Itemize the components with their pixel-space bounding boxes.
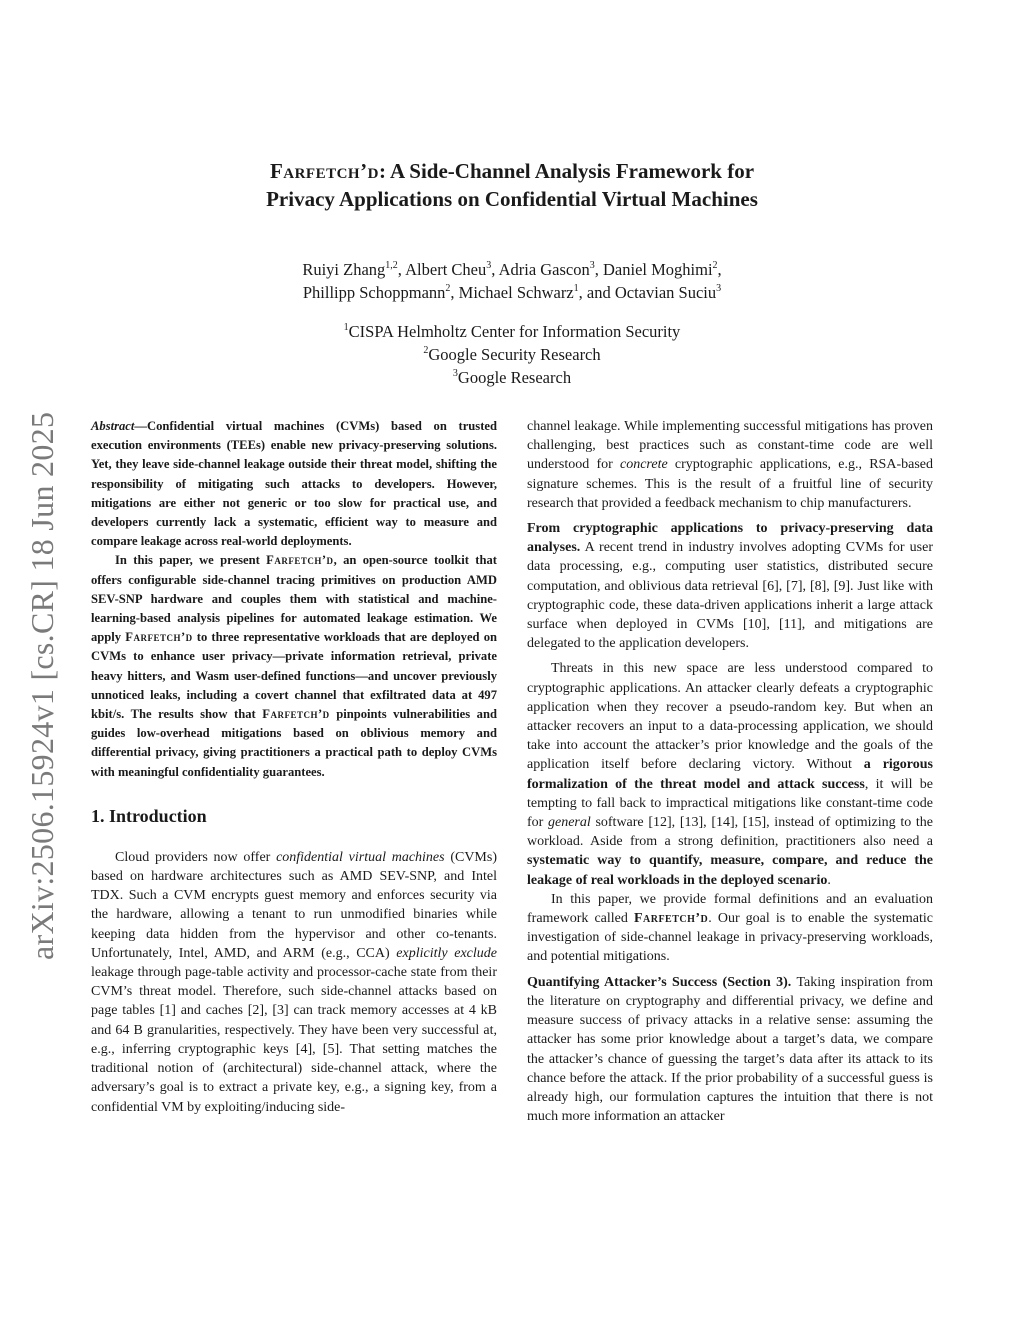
right-paragraph-1: channel leakage. While implementing successful mitigations has proven challenging, best practices such as constant-time code are well understood for concrete cryptographic applications, e.g., RSA-based signature schemes. This is the result of a fruitful line of security research that provided a feedback mechanism to chip manufacturers.: [527, 419, 933, 511]
section-heading-introduction: 1. Introduction: [91, 805, 207, 826]
title-line-1: Farfetch’d: A Side-Channel Analysis Framework for: [269, 159, 755, 183]
paragraph-heading: From cryptographic applications to privacy-preserving data analyses.: [527, 521, 933, 556]
right-column: [527, 417, 933, 1126]
right-paragraph-4: In this paper, we provide formal definitions and an evaluation framework called Farfetch’d. Our goal is to enable the systematic investigation of side-channel leakage in privacy-preserving workloads, and potential mitigations.: [527, 891, 933, 965]
abstract: [91, 417, 497, 782]
arxiv-identifier-stamp: arXiv:2506.15924v1 [cs.CR] 18 Jun 2025: [24, 411, 60, 960]
paragraph-heading: Quantifying Attacker’s Success (Section 3).: [527, 974, 792, 990]
abstract-paragraph-1: Abstract—Confidential virtual machines (CVMs) based on trusted execution environments (TEEs) enable new privacy-preserving solutions. Yet, they leave side-channel leakage outside their threat model, shifting the responsibility of mitigating such attacks to developers. However, mitigations are either not generic or too slow for practical use, and developers currently lack a systematic, efficient way to measure and compare leakage across real-world deployments.: [91, 419, 497, 549]
right-paragraph-5: Quantifying Attacker’s Success (Section 3). Taking inspiration from the literature on cryptography and differential privacy, we define and measure success of privacy attacks in a relative sense: assuming the attacker has some prior knowledge about a target’s data, we compare the attacker’s chance of guessing the target’s data after its attack to its chance before the attack. If the prior probability of a successful guess is already high, our formulation captures the intuition that there is not much more information an attacker: [527, 974, 933, 1125]
paper-title: [120, 157, 904, 213]
tool-name: Farfetch’d: [269, 159, 379, 183]
right-paragraph-2: From cryptographic applications to privacy-preserving data analyses. A recent trend in industry involves adopting CVMs for user data processing, e.g., computing user statistics, distributed secure computation, and oblivious data retrieval [6], [7], [8], [9]. Just like with cryptographic code, these data-driven applications inherit a large attack surface when deployed in CVMs [10], [11], and mitigations are delegated to the application developers.: [527, 521, 933, 652]
author-list: [140, 258, 884, 304]
abstract-label: Abstract: [91, 419, 135, 433]
tool-name: Farfetch’d: [266, 553, 334, 568]
left-column: [91, 417, 497, 1117]
affiliation-3: $^3$Google Research: [452, 367, 572, 387]
tool-name: Farfetch’d: [262, 707, 330, 722]
affiliation-2: $^2$Google Security Research: [423, 344, 601, 364]
author-line-2: Phillipp Schoppmann$^2$, Michael Schwarz$^1$, and Octavian Suciu$^3$: [302, 282, 722, 302]
tool-name: Farfetch’d: [125, 630, 193, 645]
affiliation-list: [140, 320, 884, 389]
affiliation-1: $^1$CISPA Helmholtz Center for Information Security: [343, 321, 681, 341]
tool-name: Farfetch’d: [633, 911, 709, 927]
author-line-1: Ruiyi Zhang$^{1,2}$, Albert Cheu$^3$, Adria Gascon$^3$, Daniel Moghimi$^2$,: [302, 259, 722, 279]
right-paragraph-3: Threats in this new space are less understood compared to cryptographic applications. An attacker clearly defeats a cryptographic application when they recover a pseudo-random key. But when an attacker recovers an input to a data-processing application, we should take into account the attacker’s prior knowledge and the goals of the application itself before declaring victory. Without a rigorous formalization of the threat model and attack success, it will be tempting to fall back to impractical mitigations like constant-time code for general software [12], [13], [14], [15], instead of optimizing to the workload. Aside from a strong definition, practitioners also need a systematic way to quantify, measure, compare, and reduce the leakage of real workloads in the deployed scenario.: [527, 661, 933, 888]
abstract-paragraph-2: In this paper, we present Farfetch’d, an open-source toolkit that offers configurable side-channel tracing primitives on production AMD SEV-SNP hardware and couples them with statistical and machine-learning-based analysis pipelines for automated leakage estimation. We apply Farfetch’d to three representative workloads that are deployed on CVMs to enhance user privacy—private information retrieval, private heavy hitters, and Wasm user-defined functions—and uncover previously unnoticed leaks, including a covert channel that exfiltrated data at 497 kbit/s. The results show that Farfetch’d pinpoints vulnerabilities and guides low-overhead mitigations based on oblivious memory and differential privacy, giving practitioners a practical path to deploy CVMs with meaningful confidentiality guarantees.: [91, 553, 497, 779]
title-line-2: Privacy Applications on Confidential Virtual Machines: [266, 187, 758, 211]
intro-paragraph-1: Cloud providers now offer confidential virtual machines (CVMs) based on hardware architectures such as AMD SEV-SNP, and Intel TDX. Such a CVM encrypts guest memory and enforces security via the hardware, allowing a tenant to run unmodified binaries while keeping data hidden from the hypervisor and other co-tenants. Unfortunately, Intel, AMD, and ARM (e.g., CCA) explicitly exclude leakage through page-table activity and processor-cache state from their CVM’s threat model. Therefore, such side-channel attacks based on page tables [1] and caches [2], [3] can track memory accesses at 4 kB and 64 B granularities, respectively. They have been very successful at, e.g., inferring cryptographic keys [4], [5]. That setting matches the traditional notion of (architectural) side-channel attack, where the adversary’s goal is to extract a private key, e.g., a signing key, from a confidential VM by exploiting/inducing side-: [91, 849, 497, 1115]
